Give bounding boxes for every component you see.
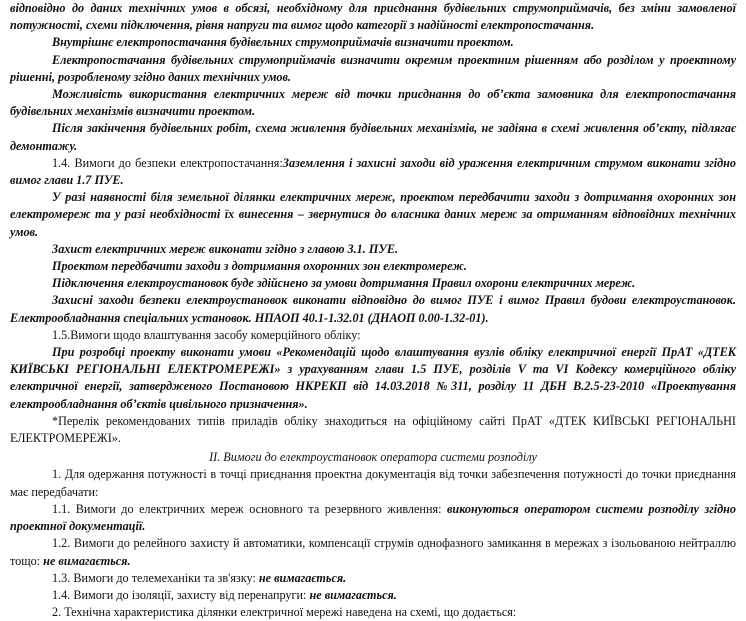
paragraph-2: Внутрішнє електропостачання будівельних струмоприймачів визначити проектом. <box>52 35 514 50</box>
req-1-2-label: 1.2. Вимоги до релейного захисту й автоматики, компенсації струмів однофазного замикання в мережах з ізольованою нейтраллю тощо: <box>10 536 736 568</box>
paragraph-9: Проектом передбачити заходи з дотримання охоронних зон електромереж. <box>52 259 467 274</box>
req-1-4-value: не вимагається. <box>309 587 397 602</box>
paragraph-4: Можливість використання електричних мереж від точки приєднання до об’єкта замовника для електропостачання будівельних механізмів визначити проектом. <box>10 87 736 119</box>
req-1-2-value: не вимагається. <box>43 553 131 568</box>
metering-text-a: При розробці проекту виконати умови « <box>52 345 283 360</box>
req-1-3-value: не вимагається. <box>258 570 347 585</box>
paragraph-8: Захист електричних мереж виконати згідно з главою 3.1. ПУЕ. <box>52 241 398 256</box>
req-1-1-value: виконуються оператором системи розподілу згідно проектної документації. <box>10 501 736 534</box>
paragraph-6 <box>10 155 736 189</box>
req-1-3-label: 1.3. Вимоги до телемеханіки та зв'язку: <box>52 570 259 585</box>
req-1-4-label: 1.4. Вимоги до ізоляції, захисту від перенапруги: <box>52 587 310 602</box>
section-1-4-label: 1.4. Вимоги до безпеки електропостачання: <box>52 155 283 170</box>
paragraph-10: Підключення електроустановок буде здійснено за умови дотримання Правил охорони електричних мереж. <box>52 276 636 291</box>
paragraph-16 <box>10 501 736 535</box>
paragraph-7: У разі наявності біля земельної ділянки електричних мереж, проектом передбачити заходи з дотримання охоронних зон електромереж та у разі необхідності їх винесення – звернутися до власника даних мереж за отриманням відповідних технічних умов. <box>10 190 736 239</box>
paragraph-1: відповідно до даних технічних умов в обсязі, необхідному для приєднання будівельних струмоприймачів, без зміни замовленої потужності, схеми підключення, рівня напруги та вимог щодо категорії з надійності електропостачання. <box>10 1 736 33</box>
paragraph-3: Електропостачання будівельних струмоприймачів визначити окремим проектним рішенням або розділом у проектному рішенні, розробленому згідно даних технічних умов. <box>10 52 736 84</box>
paragraph-19 <box>10 587 736 604</box>
metering-text-b: Рекомендацій щодо влаштування вузлів обліку електричної енергії ПрАТ «ДТЕК КИЇВСЬКІ РЕГІОНАЛЬНІ ЕЛЕКТРОМЕРЕЖІ» <box>10 345 736 377</box>
paragraph-14: *Перелік рекомендованих типів приладів обліку знаходиться на офіційному сайті ПрАТ «ДТЕК КИЇВСЬКІ РЕГІОНАЛЬНІ ЕЛЕКТРОМЕРЕЖІ». <box>10 413 736 446</box>
paragraph-11: Захисні заходи безпеки електроустановок виконати відповідно до вимог ПУЕ і вимог Правил будови електроустановок. Електрообладнання спеціальних установок. НПАОП 40.1-1.32.01 (ДНАОП 0.00-1.32-01). <box>10 293 736 325</box>
paragraph-13 <box>10 344 736 413</box>
paragraph-18 <box>10 570 736 587</box>
paragraph-17 <box>10 535 736 569</box>
metering-text-c: з урахуванням глави 1.5 ПУЕ, розділів V та VI Кодексу комерційного обліку електричної енергії, затвердженого Постановою НКРЕКП від 14.03.2018 №311, розділу 11 ДБН В.2.5-23-2010 «Проектування електрообладнання об’єктів цивільного призначення». <box>10 362 736 411</box>
paragraph-12: 1.5.Вимоги щодо влаштування засобу комерційного обліку: <box>52 327 361 342</box>
paragraph-5: Після закінчення будівельних робіт, схема живлення будівельних механізмів, не задіяна в схемі живлення об’єкту, підлягає демонтажу. <box>10 121 736 153</box>
section-1-4-text: Заземлення і захисні заходи від ураження електричним струмом виконати згідно вимог глави 1.7 ПУЕ. <box>10 155 736 188</box>
req-1-1-label: 1.1. Вимоги до електричних мереж основного та резервного живлення: <box>52 501 447 516</box>
paragraph-15: 1. Для одержання потужності в точці приєднання проектна документація від точки забезпечення потужності до точки приєднання має передбачати: <box>10 467 736 499</box>
paragraph-20: 2. Технічна характеристика ділянки електричної мережі наведена на схемі, що додається: <box>52 605 517 620</box>
section-2-heading: ІІ. Вимоги до електроустановок оператора системи розподілу <box>209 450 537 465</box>
